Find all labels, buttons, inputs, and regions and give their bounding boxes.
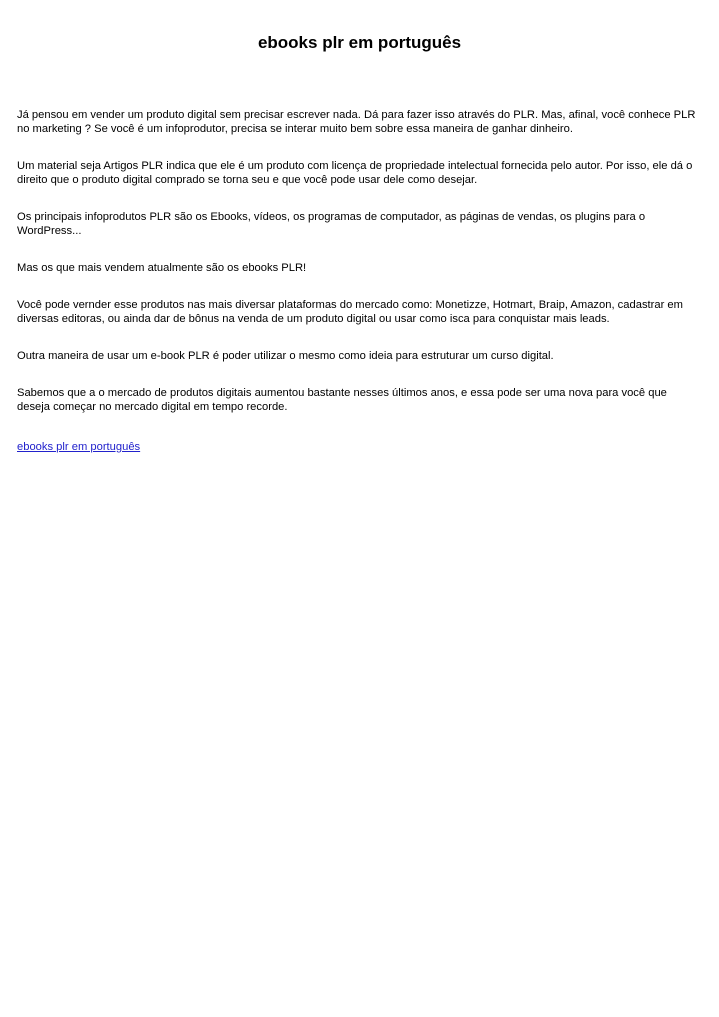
paragraph-5: Você pode vernder esse produtos nas mais diversar plataformas do mercado como: Monetizze, Hotmart, Braip, Amazon, cadastrar em diversas editoras, ou ainda dar de bônus na venda de um produto digital ou usar como isca para conquistar mais leads.	[17, 299, 683, 325]
paragraph-7: Sabemos que a o mercado de produtos digitais aumentou bastante nesses últimos anos, e essa pode ser uma nova para você que deseja começar no mercado digital em tempo recorde.	[17, 387, 667, 413]
paragraph-1: Já pensou em vender um produto digital sem precisar escrever nada. Dá para fazer isso através do PLR. Mas, afinal, você conhece PLR no marketing ? Se você é um infoprodutor, precisa se interar muito bem sobre essa maneira de ganhar dinheiro.	[17, 109, 696, 135]
page-title: ebooks plr em português	[257, 33, 462, 52]
ebooks-plr-link[interactable]: ebooks plr em português	[17, 441, 141, 453]
paragraph-2: Um material seja Artigos PLR indica que ele é um produto com licença de propriedade intelectual fornecida pelo autor. Por isso, ele dá o direito que o produto digital comprado se torna seu e que você pode usar dele como desejar.	[17, 160, 693, 186]
document-body	[17, 108, 702, 455]
paragraph-4: Mas os que mais vendem atualmente são os ebooks PLR!	[17, 262, 307, 274]
paragraph-3: Os principais infoprodutos PLR são os Ebooks, vídeos, os programas de computador, as páginas de vendas, os plugins para o WordPress...	[17, 211, 646, 237]
paragraph-6: Outra maneira de usar um e-book PLR é poder utilizar o mesmo como ideia para estruturar um curso digital.	[17, 350, 554, 362]
